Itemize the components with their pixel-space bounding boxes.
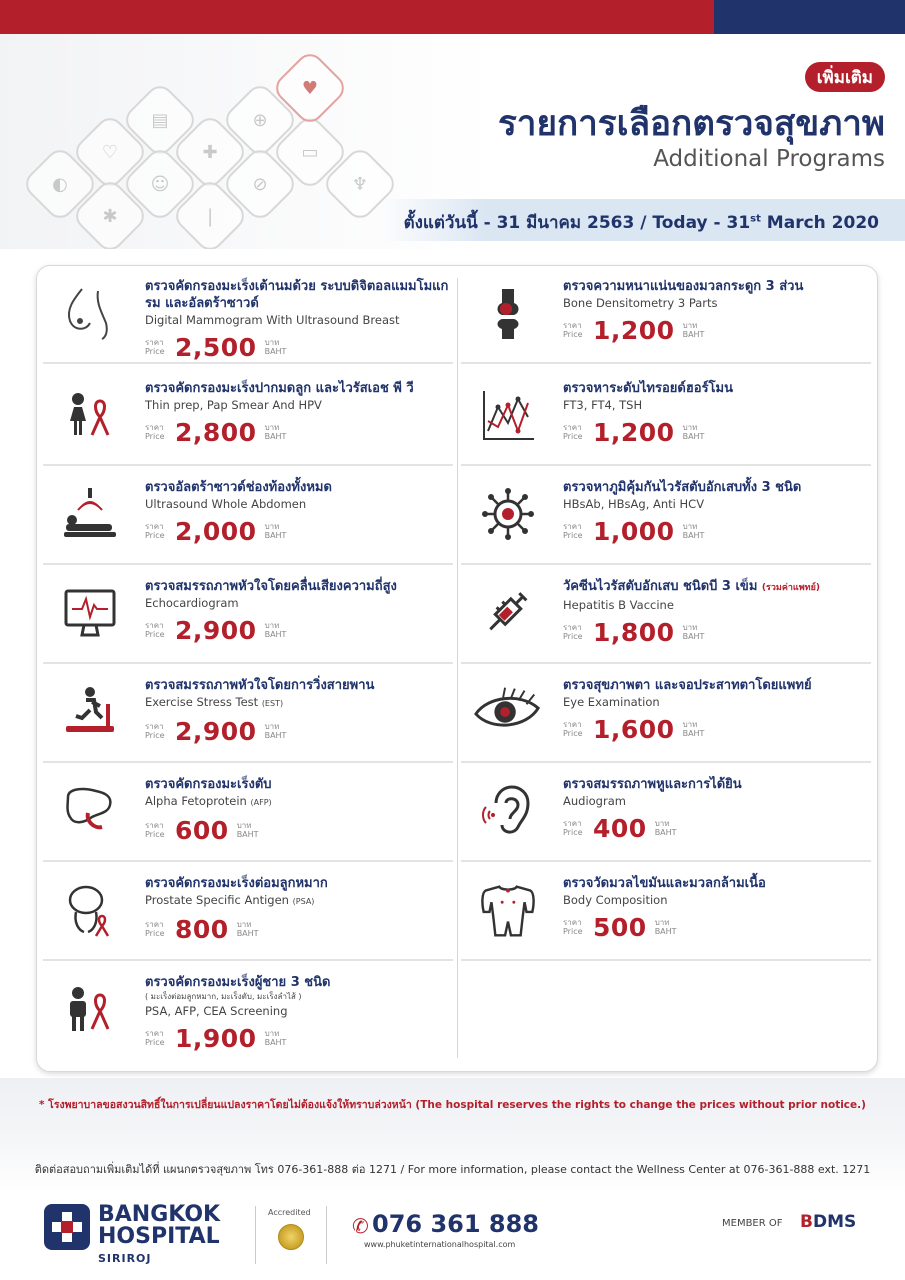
program-name-thai: ตรวจสมรรถภาพหัวใจโดยคลื่นเสียงความถี่สูง [145, 579, 397, 594]
phone-icon: ✆ [352, 1214, 369, 1238]
currency-label: บาท BAHT [682, 423, 705, 441]
date-range-suffix: st [750, 213, 761, 225]
program-name-thai: ตรวจคัดกรองมะเร็งต่อมลูกหมาก [145, 876, 328, 891]
item-separator [43, 464, 453, 466]
breast-icon [59, 282, 121, 344]
top-bar-navy [714, 0, 905, 34]
currency-label: บาท BAHT [264, 1029, 287, 1047]
program-item-prostate [43, 865, 453, 961]
currency-label: บาท BAHT [264, 722, 287, 740]
price-value: 2,800 [175, 417, 257, 447]
price-value: 800 [175, 914, 229, 944]
program-name-thai: ตรวจหาระดับไทรอยด์ฮอร์โมน [563, 381, 733, 396]
price-label: ราคา Price [145, 621, 165, 639]
bdms-logo: BDMS [800, 1212, 857, 1232]
woman-ribbon-icon [59, 384, 121, 446]
doctor-fee-note: (รวมค่าแพทย์) [761, 583, 820, 593]
price-label: ราคา Price [145, 338, 165, 356]
price-label: ราคา Price [563, 720, 583, 738]
syringe-icon [477, 582, 539, 644]
virus-icon [477, 483, 539, 545]
medical-hexagon-icons [22, 60, 382, 249]
program-item-thyroid [461, 370, 871, 466]
price-value: 2,900 [175, 615, 257, 645]
price-value: 1,900 [175, 1023, 257, 1053]
top-color-bar [0, 0, 905, 34]
price-value: 600 [175, 815, 229, 845]
contact-info: ติดต่อสอบถามเพิ่มเติมได้ที่ แผนกตรวจสุขภาพ โทร 076-361-888 ต่อ 1271 / For more information, please contact the Wellness Center at 076-361-888 ext. 1271 [34, 1163, 871, 1176]
price-label: ราคา Price [145, 423, 165, 441]
prostate-icon [59, 879, 121, 941]
item-separator [43, 860, 453, 862]
program-name-english: Echocardiogram [145, 596, 239, 610]
item-separator [461, 959, 871, 961]
program-name-thai: วัคซีนไวรัสตับอักเสบ ชนิดบี 3 เข็ม (รวมค่าแพทย์) [563, 579, 820, 594]
program-name-thai: ตรวจความหนาแน่นของมวลกระดูก 3 ส่วน [563, 279, 804, 294]
program-item-hepatitis-antibodies [461, 469, 871, 565]
program-name-english: Prostate Specific Antigen (PSA) [145, 893, 315, 907]
program-list-card [36, 265, 878, 1072]
date-range-main: ตั้งแต่วันนี้ - 31 มีนาคม 2563 / Today - 31 [403, 213, 751, 233]
currency-label: บาท BAHT [682, 623, 705, 641]
program-name-thai: ตรวจสุขภาพตา และจอประสาทตาโดยแพทย์ [563, 678, 812, 693]
program-name-thai: ตรวจคัดกรองมะเร็งปากมดลูก และไวรัสเอช พี วี [145, 381, 414, 396]
program-name-english: Hepatitis B Vaccine [563, 598, 674, 612]
price-label: ราคา Price [145, 1029, 165, 1047]
program-name-thai: ตรวจคัดกรองมะเร็งตับ [145, 777, 272, 792]
date-range [404, 209, 879, 236]
program-name-thai: ตรวจสมรรถภาพหูและการได้ยิน [563, 777, 742, 792]
program-name-english: Alpha Fetoprotein (AFP) [145, 794, 272, 808]
monitor-icon: ▭ [270, 112, 349, 191]
program-item-liver-cancer [43, 766, 453, 862]
currency-label: บาท BAHT [682, 720, 705, 738]
price-value: 1,800 [593, 617, 675, 647]
tooth-icon: ♆ [320, 144, 399, 223]
thermometer-icon: ❘ [170, 176, 249, 249]
item-separator [461, 563, 871, 565]
date-range-end: March 2020 [760, 213, 879, 233]
knee-bone-icon [477, 282, 539, 344]
column-divider [457, 278, 458, 1058]
program-name-english: Eye Examination [563, 695, 660, 709]
program-name-english: FT3, FT4, TSH [563, 398, 643, 412]
program-name-thai: ตรวจหาภูมิคุ้มกันไวรัสตับอักเสบทั้ง 3 ชนิด [563, 480, 802, 495]
program-item-male-cancer-screening [43, 964, 453, 1060]
ear-icon [477, 780, 539, 842]
program-name-english: Body Composition [563, 893, 668, 907]
heart-icon: ♥ [270, 48, 349, 127]
currency-label: บาท BAHT [682, 522, 705, 540]
program-name-english: Exercise Stress Test (EST) [145, 695, 284, 709]
program-name-english: Audiogram [563, 794, 626, 808]
program-item-ultrasound [43, 469, 453, 565]
program-item-eye-exam [461, 667, 871, 763]
star-of-life-icon: ✱ [70, 176, 149, 249]
accreditation-seal-icon [278, 1224, 304, 1250]
logo-text-line1: BANGKOK [98, 1202, 221, 1227]
medicine-bottle-icon: ⊕ [220, 80, 299, 159]
item-separator [461, 761, 871, 763]
program-item-echocardiogram [43, 568, 453, 664]
price-label: ราคา Price [145, 522, 165, 540]
program-name-thai: ตรวจอัลตร้าซาวด์ช่องท้องทั้งหมด [145, 480, 332, 495]
currency-label: บาท BAHT [264, 621, 287, 639]
logo-text-line2: HOSPITAL [98, 1224, 220, 1249]
first-aid-kit-icon: ✚ [170, 112, 249, 191]
price-value: 1,600 [593, 714, 675, 744]
item-separator [43, 662, 453, 664]
currency-label: บาท BAHT [654, 918, 677, 936]
body-icon [471, 879, 545, 941]
top-bar-red [0, 0, 714, 34]
footer [0, 1192, 905, 1280]
program-item-body-composition [461, 865, 871, 961]
price-value: 1,200 [593, 315, 675, 345]
program-item-hepatitis-b-vaccine [461, 568, 871, 664]
member-of-label: MEMBER OF [722, 1218, 783, 1229]
price-disclaimer: * โรงพยาบาลขอสงวนสิทธิ์ในการเปลี่ยนแปลงราคาโดยไม่ต้องแจ้งให้ทราบล่วงหน้า (The hospital reserves the rights to change the prices without prior notice.) [39, 1099, 866, 1111]
program-item-stress-test [43, 667, 453, 763]
price-label: ราคา Price [145, 920, 165, 938]
program-item-mammogram [43, 268, 453, 364]
additional-badge: เพิ่มเติม [805, 62, 885, 92]
price-label: ราคา Price [145, 821, 165, 839]
program-name-english: Bone Densitometry 3 Parts [563, 296, 718, 310]
item-separator [43, 959, 453, 961]
treadmill-icon [59, 681, 121, 743]
price-label: ราคา Price [563, 623, 583, 641]
ultrasound-icon [59, 483, 121, 545]
hero-banner [0, 34, 905, 249]
man-ribbon-icon [59, 978, 121, 1040]
accredited-label: Accredited [268, 1208, 311, 1217]
liver-icon [59, 780, 121, 842]
price-value: 500 [593, 912, 647, 942]
program-item-pap-smear [43, 370, 453, 466]
program-item-audiogram [461, 766, 871, 862]
price-label: ราคา Price [563, 321, 583, 339]
program-name-thai: ตรวจสมรรถภาพหัวใจโดยการวิ่งสายพาน [145, 678, 375, 693]
item-separator [43, 563, 453, 565]
price-value: 2,500 [175, 332, 257, 362]
program-item-bone-density [461, 268, 871, 364]
monitor-ecg-icon [59, 582, 121, 644]
eye-icon [471, 681, 545, 743]
price-label: ราคา Price [145, 722, 165, 740]
price-value: 1,200 [593, 417, 675, 447]
price-label: ราคา Price [563, 819, 583, 837]
capsule-icon: ⊘ [220, 144, 299, 223]
date-bar [380, 199, 905, 241]
price-label: ราคา Price [563, 918, 583, 936]
program-name-english: Digital Mammogram With Ultrasound Breast [145, 313, 400, 327]
item-separator [43, 761, 453, 763]
program-name-english: HBsAb, HBsAg, Anti HCV [563, 497, 705, 511]
footer-divider [255, 1206, 256, 1264]
page-title-thai: รายการเลือกตรวจสุขภาพ [498, 104, 885, 144]
currency-label: บาท BAHT [264, 338, 287, 356]
page-title-english: Additional Programs [653, 146, 885, 172]
program-note: ( มะเร็งต่อมลูกหมาก, มะเร็งตับ, มะเร็งลำไส้ ) [145, 992, 302, 1001]
currency-label: บาท BAHT [236, 920, 259, 938]
program-name-english: Thin prep, Pap Smear And HPV [145, 398, 322, 412]
price-value: 2,900 [175, 716, 257, 746]
currency-label: บาท BAHT [654, 819, 677, 837]
currency-label: บาท BAHT [682, 321, 705, 339]
hospital-logo-icon [44, 1204, 90, 1250]
program-name-thai: ตรวจคัดกรองมะเร็งเต้านมด้วย ระบบดิจิตอลแมมโมแกรม และอัลตร้าซาวด์ [145, 279, 449, 311]
line-graph-icon [477, 384, 539, 446]
logo-branch: SIRIROJ [98, 1252, 152, 1265]
item-separator [461, 860, 871, 862]
item-separator [461, 362, 871, 364]
doctor-icon: ☺ [120, 144, 199, 223]
currency-label: บาท BAHT [264, 522, 287, 540]
program-name-thai: ตรวจคัดกรองมะเร็งผู้ชาย 3 ชนิด [145, 975, 331, 990]
program-name-english: Ultrasound Whole Abdomen [145, 497, 307, 511]
price-label: ราคา Price [563, 423, 583, 441]
heartbeat-icon: ♡ [70, 112, 149, 191]
item-separator [461, 464, 871, 466]
program-name-english: PSA, AFP, CEA Screening [145, 1004, 288, 1018]
currency-label: บาท BAHT [264, 423, 287, 441]
footer-divider [326, 1206, 327, 1264]
website-link[interactable]: www.phuketinternationalhospital.com [364, 1240, 516, 1249]
price-value: 2,000 [175, 516, 257, 546]
phone-number[interactable]: 076 361 888 [372, 1210, 540, 1238]
item-separator [461, 662, 871, 664]
price-label: ราคา Price [563, 522, 583, 540]
currency-label: บาท BAHT [236, 821, 259, 839]
pill-icon: ◐ [20, 144, 99, 223]
price-value: 400 [593, 813, 647, 843]
price-value: 1,000 [593, 516, 675, 546]
item-separator [43, 362, 453, 364]
program-name-thai: ตรวจวัดมวลไขมันและมวลกล้ามเนื้อ [563, 876, 766, 891]
clipboard-icon: ▤ [120, 80, 199, 159]
